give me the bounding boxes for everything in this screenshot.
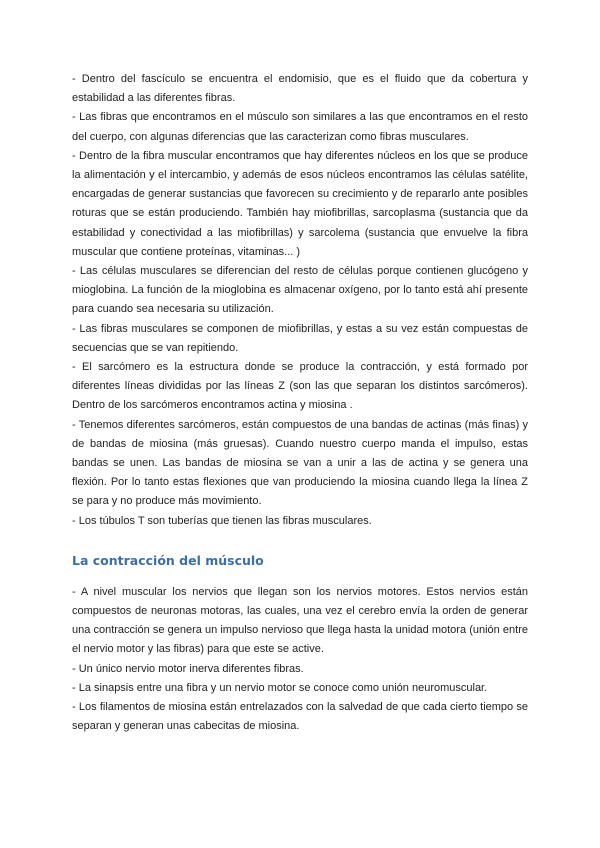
document-body bbox=[72, 70, 528, 737]
section-heading-contraccion: La contracción del músculo bbox=[72, 552, 264, 568]
paragraph-celulas-musculares: - Las células musculares se diferencian del resto de células porque contienen glucógeno y mioglobina. La función de la mioglobina es almacenar oxígeno, por lo tanto está ahí presente para cuando sea necesaria su utilización. bbox=[72, 265, 528, 316]
paragraph-filamentos: - Los filamentos de miosina están entrelazados con la salvedad de que cada cierto tiempo se separan y generan unas cabecitas de miosina. bbox=[72, 701, 528, 733]
paragraph-sarcomero: - El sarcómero es la estructura donde se produce la contracción, y está formado por diferentes líneas divididas por las líneas Z (son las que separan los distintos sarcómeros). Dentro de los sarcómeros encontramos actina y miosina . bbox=[72, 361, 528, 412]
paragraph-miofibrillas: - Las fibras musculares se componen de miofibrillas, y estas a su vez están compuestas de secuencias que se van repitiendo. bbox=[72, 322, 528, 354]
paragraph-bandas: - Tenemos diferentes sarcómeros, están compuestos de una bandas de actinas (más finas) y de bandas de miosina (más gruesas). Cuando nuestro cuerpo manda el impulso, estas bandas se unen. Las bandas de miosina se van a unir a las de actina y se genera una flexión. Por lo tanto estas flexiones que van produciendo la miosina cuando llega la línea Z se para y no produce más movimiento. bbox=[72, 418, 528, 508]
paragraph-nervios-motores: - A nivel muscular los nervios que llegan son los nervios motores. Estos nervios están compuestos de neuronas motoras, las cuales, una vez el cerebro envía la orden de generar una contracción se genera un impulso nervioso que llega hasta la unidad motora (unión entre el nervio motor y las fibras) para que este se active. bbox=[72, 585, 528, 656]
paragraph-fibras-musculares: - Las fibras que encontramos en el músculo son similares a las que encontramos en el resto del cuerpo, con algunas diferencias que las caracterizan como fibras musculares. bbox=[72, 111, 528, 143]
paragraph-sinapsis: - La sinapsis entre una fibra y un nervio motor se conoce como unión neuromuscular. bbox=[72, 681, 488, 694]
paragraph-tubulos-t: - Los túbulos T son tuberías que tienen las fibras musculares. bbox=[72, 514, 372, 527]
paragraph-nervio-motor: - Un único nervio motor inerva diferentes fibras. bbox=[72, 662, 304, 675]
paragraph-nucleos: - Dentro de la fibra muscular encontramos que hay diferentes núcleos en los que se produce la alimentación y el intercambio, y además de esos núcleos encontramos las células satélite, encargadas de generar sustancias que favorecen su crecimiento y de repararlo ante posibles roturas que se están produciendo. También hay miofibrillas, sarcoplasma (sustancia que da estabilidad y conectividad a las miofibrillas) y sarcolema (sustancia que envuelve la fibra muscular que contiene proteínas, vitaminas... ) bbox=[72, 149, 528, 258]
paragraph-endomisio: - Dentro del fascículo se encuentra el endomisio, que es el fluido que da cobertura y estabilidad a las diferentes fibras. bbox=[72, 73, 528, 105]
